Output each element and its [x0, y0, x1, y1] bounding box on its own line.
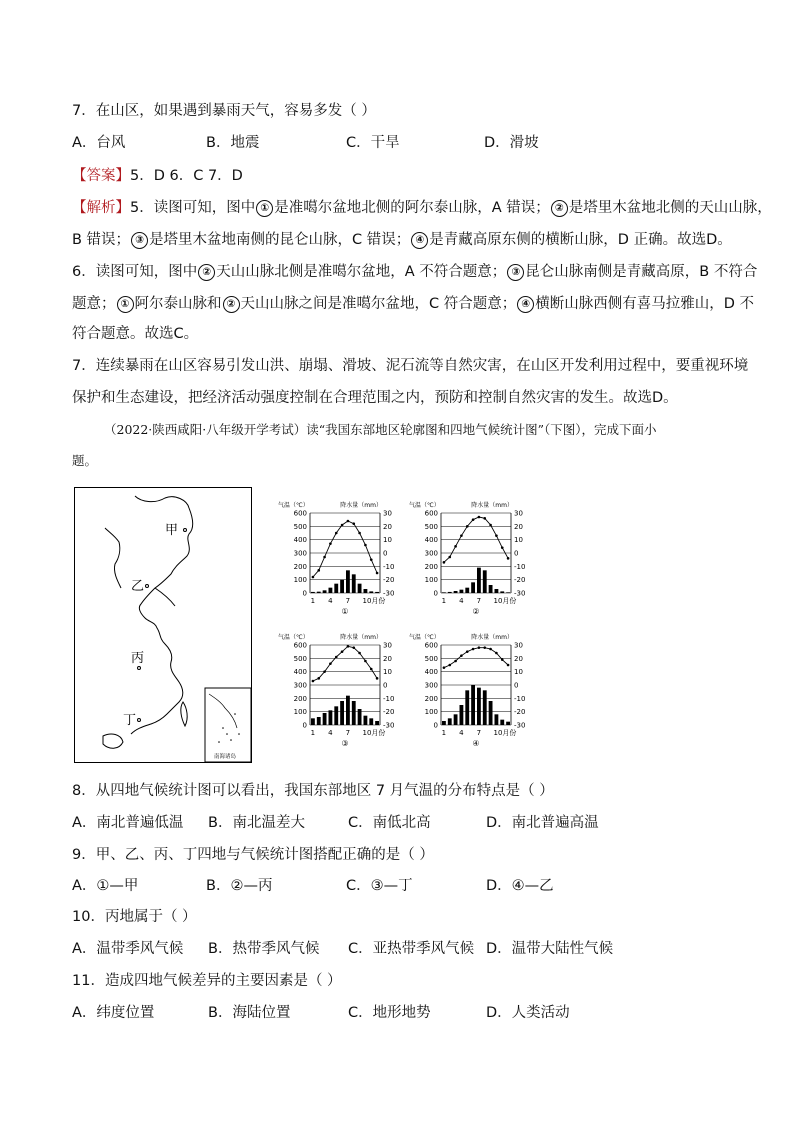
precip-bar: [334, 584, 338, 593]
precip-bar: [340, 580, 344, 593]
y-tick-right: 20: [514, 654, 523, 663]
precip-bar: [495, 714, 499, 725]
temp-point: [489, 648, 492, 651]
question-7-options: [72, 133, 539, 153]
climate-chart-4: [407, 631, 649, 746]
temp-point: [312, 576, 315, 579]
temp-point: [448, 664, 451, 667]
precip-bar: [334, 706, 338, 725]
q8-option-a[interactable]: A．南北普遍低温: [72, 815, 184, 831]
precip-bar: [454, 591, 458, 593]
precip-bar: [329, 710, 333, 725]
y-tick-left: 0: [302, 589, 307, 598]
y-tick-right: 20: [514, 522, 523, 531]
y-tick-left: 200: [293, 694, 307, 703]
x-tick: 4: [459, 729, 464, 737]
y-tick-left: 600: [293, 641, 307, 650]
temp-point: [448, 556, 451, 559]
q11-option-b[interactable]: B．海陆位置: [208, 1005, 291, 1021]
analysis-line-5: 符合题意。故选C。: [72, 326, 199, 342]
y-tick-right: -30: [383, 721, 395, 730]
y-tick-right: -10: [383, 562, 395, 571]
map-label-yi: 乙: [131, 579, 145, 594]
temp-point: [347, 520, 350, 523]
chart-id-label: ③: [341, 739, 349, 746]
q7-option-b[interactable]: B．地震: [206, 135, 260, 151]
circled-number-1: ①: [117, 296, 134, 313]
precip-bar: [317, 592, 321, 593]
q8-option-d[interactable]: D．南北普遍高温: [486, 815, 599, 831]
x-tick: 4: [328, 597, 333, 605]
temp-point: [483, 646, 486, 649]
border-line: [105, 528, 121, 588]
question-11-stem: 11．造成四地气候差异的主要因素是（ ）: [72, 973, 342, 989]
precip-bar: [442, 592, 446, 593]
q7-option-d[interactable]: D．滑坡: [484, 135, 539, 151]
precip-bar: [375, 721, 379, 725]
temp-point: [489, 524, 492, 527]
precip-bar: [352, 701, 356, 725]
axis-title-left: 气温（℃）: [409, 502, 440, 509]
precip-bar: [317, 717, 321, 725]
q10-option-b[interactable]: B．热带季风气候: [208, 941, 320, 957]
chart-id-label: ①: [341, 607, 349, 614]
y-tick-left: 300: [424, 681, 438, 690]
location-dot-bing: [138, 667, 141, 670]
temp-point: [329, 542, 332, 545]
x-tick: 1: [310, 597, 316, 605]
location-dot-ding: [138, 719, 141, 722]
q10-option-c[interactable]: C．亚热带季风气候: [348, 941, 475, 957]
y-tick-left: 500: [424, 522, 438, 531]
precip-bar: [369, 718, 373, 725]
analysis-label: 【解析】: [72, 200, 130, 216]
axis-title-right: 降水量（mm）: [471, 502, 513, 509]
y-tick-right: -20: [514, 576, 526, 585]
temp-line: [313, 521, 377, 577]
question-7-stem: 7．在山区，如果遇到暴雨天气，容易多发（ ）: [72, 103, 376, 119]
precip-bar: [358, 709, 362, 725]
x-tick: 1: [310, 729, 316, 737]
precip-bar: [442, 721, 446, 725]
axis-title-right: 降水量（mm）: [340, 502, 382, 509]
q11-option-d[interactable]: D．人类活动: [486, 1005, 570, 1021]
q10-option-a[interactable]: A．温带季风气候: [72, 941, 184, 957]
temp-point: [460, 534, 463, 537]
location-dot-jia: [184, 529, 187, 532]
y-tick-right: 30: [383, 509, 392, 518]
temp-point: [364, 660, 367, 663]
analysis-line-1: 【解析】5．读图可知，图中 ① 是准噶尔盆地北侧的阿尔泰山脉，A 错误； ② 是塔里木盆地北侧的天山山脉，: [72, 200, 772, 216]
axis-title-left: 气温（℃）: [278, 634, 309, 641]
question-10-stem: 10．丙地属于（ ）: [72, 909, 197, 925]
x-tick: 10月份: [493, 729, 517, 737]
temp-point: [370, 558, 373, 561]
temp-point: [443, 666, 446, 669]
y-tick-right: 0: [514, 549, 519, 558]
axis-title-left: 气温（℃）: [278, 502, 309, 509]
south-china-sea-inset: [205, 688, 251, 762]
temp-point: [472, 518, 475, 521]
axis-title-right: 降水量（mm）: [471, 634, 513, 641]
y-tick-left: 300: [424, 549, 438, 558]
y-tick-right: 20: [383, 522, 392, 531]
map-label-ding: 丁: [123, 713, 137, 728]
y-tick-right: 0: [383, 681, 388, 690]
temp-point: [478, 516, 481, 519]
x-tick: 7: [476, 729, 482, 737]
y-tick-left: 100: [293, 576, 307, 585]
temp-point: [466, 650, 469, 653]
precip-bar: [483, 690, 487, 725]
precip-bar: [477, 568, 481, 593]
y-tick-left: 200: [424, 562, 438, 571]
precip-bar: [448, 718, 452, 725]
intro-line-1: （2022·陕西咸阳·八年级开学考试）读“我国东部地区轮廓图和四地气候统计图”（下图），完成下面小: [104, 422, 657, 437]
temp-point: [335, 532, 338, 535]
intro-line-2: 题。: [72, 453, 98, 468]
precip-bar: [340, 701, 344, 725]
temp-point: [483, 517, 486, 520]
y-tick-right: 30: [383, 641, 392, 650]
y-tick-left: 0: [433, 589, 438, 598]
circled-number-2: ②: [551, 200, 568, 217]
precip-bar: [489, 701, 493, 725]
q11-option-a[interactable]: A．纬度位置: [72, 1005, 155, 1021]
y-tick-left: 500: [293, 654, 307, 663]
y-tick-left: 200: [424, 694, 438, 703]
y-tick-right: -20: [514, 708, 526, 717]
temp-point: [466, 525, 469, 528]
location-dot-yi: [146, 585, 149, 588]
temp-point: [358, 532, 361, 535]
precip-bar: [329, 588, 333, 593]
y-tick-right: -30: [514, 589, 526, 598]
circled-number-1: ①: [256, 200, 273, 217]
y-tick-left: 300: [293, 681, 307, 690]
precip-bar: [471, 685, 475, 725]
circled-number-4: ④: [411, 232, 428, 249]
x-tick: 1: [441, 729, 447, 737]
q9-option-d[interactable]: D．④—乙: [486, 878, 554, 894]
y-tick-right: -10: [514, 562, 526, 571]
q10-option-d[interactable]: D．温带大陆性气候: [486, 941, 614, 957]
temp-point: [352, 522, 355, 525]
temp-point: [335, 656, 338, 659]
y-tick-left: 600: [424, 509, 438, 518]
analysis-line-3: 6．读图可知，图中 ② 天山山脉北侧是准噶尔盆地，A 不符合题意； ③ 昆仑山脉南侧是青藏高原，B 不符合: [72, 264, 758, 280]
precip-bar: [483, 570, 487, 593]
y-tick-right: 30: [514, 509, 523, 518]
axis-title-left: 气温（℃）: [409, 634, 440, 641]
question-9-options: [72, 876, 554, 896]
circled-number-2: ②: [223, 296, 240, 313]
q9-option-a[interactable]: A．①—甲: [72, 878, 139, 894]
q8-option-c[interactable]: C．南低北高: [348, 815, 431, 831]
x-tick: 7: [345, 729, 351, 737]
temp-line: [444, 648, 508, 668]
y-tick-right: -30: [514, 721, 526, 730]
question-8-options: [72, 813, 599, 833]
y-tick-right: 10: [514, 536, 523, 545]
circled-number-4: ④: [517, 296, 534, 313]
axis-title-right: 降水量（mm）: [340, 634, 382, 641]
precip-bar: [311, 592, 315, 593]
precip-bar: [477, 688, 481, 725]
q11-option-c[interactable]: C．地形地势: [348, 1005, 431, 1021]
y-tick-left: 500: [293, 522, 307, 531]
y-tick-left: 100: [424, 708, 438, 717]
y-tick-left: 200: [293, 562, 307, 571]
y-tick-right: -20: [383, 708, 395, 717]
answer-text: 5．D 6．C 7．D: [130, 168, 243, 184]
temp-point: [443, 561, 446, 564]
circled-number-3: ③: [131, 232, 148, 249]
q9-option-c[interactable]: C．③—丁: [346, 878, 413, 894]
y-tick-right: 10: [514, 668, 523, 677]
temp-point: [507, 557, 510, 560]
precip-bar: [495, 589, 499, 593]
temp-point: [495, 534, 498, 537]
analysis-line-2: B 错误； ③ 是塔里木盆地南侧的昆仑山脉，C 错误； ④ 是青藏高原东侧的横断山脉，D 正确。故选D。: [72, 232, 732, 248]
analysis-line-6: 7．连续暴雨在山区容易引发山洪、崩塌、滑坡、泥石流等自然灾害，在山区开发利用过程中，要重视环境: [72, 358, 749, 374]
precip-bar: [375, 592, 379, 593]
temp-point: [460, 654, 463, 657]
x-tick: 1: [441, 597, 447, 605]
chart-id-label: ④: [472, 739, 480, 746]
precip-bar: [465, 588, 469, 593]
temp-point: [323, 670, 326, 673]
coastline: [131, 496, 193, 734]
temp-point: [317, 569, 320, 572]
taiwan: [181, 702, 187, 726]
y-tick-left: 600: [293, 509, 307, 518]
y-tick-right: 10: [383, 536, 392, 545]
precip-bar: [489, 585, 493, 593]
precip-bar: [460, 705, 464, 725]
q8-option-b[interactable]: B．南北温差大: [208, 815, 305, 831]
precip-bar: [364, 589, 368, 593]
answer-line: [72, 166, 243, 186]
precip-bar: [506, 722, 510, 725]
question-9-stem: 9．甲、乙、丙、丁四地与气候统计图搭配正确的是（ ）: [72, 847, 434, 863]
temp-point: [472, 648, 475, 651]
precip-bar: [506, 592, 510, 593]
x-tick: 10月份: [493, 597, 517, 605]
y-tick-right: -30: [383, 589, 395, 598]
y-tick-right: 0: [383, 549, 388, 558]
precip-bar: [311, 718, 315, 725]
precip-bar: [369, 591, 373, 593]
question-11-options: [72, 1003, 570, 1023]
y-tick-right: 20: [383, 654, 392, 663]
x-tick: 10月份: [362, 729, 386, 737]
y-tick-left: 100: [424, 576, 438, 585]
x-tick: 10月份: [362, 597, 386, 605]
y-tick-right: -20: [383, 576, 395, 585]
temp-point: [347, 645, 350, 648]
x-tick: 7: [345, 597, 351, 605]
question-8-stem: 8．从四地气候统计图可以看出，我国东部地区 7 月气温的分布特点是（ ）: [72, 783, 554, 799]
x-tick: 4: [459, 597, 464, 605]
temp-point: [329, 662, 332, 665]
temp-point: [370, 668, 373, 671]
temp-point: [352, 646, 355, 649]
precip-bar: [460, 590, 464, 593]
temp-line: [313, 646, 377, 681]
map-label-jia: 甲: [165, 523, 179, 538]
y-tick-left: 100: [293, 708, 307, 717]
y-tick-right: -10: [383, 694, 395, 703]
precip-bar: [323, 590, 327, 593]
temp-point: [495, 652, 498, 655]
y-tick-right: 30: [514, 641, 523, 650]
inset-label: 南海诸岛: [213, 754, 237, 760]
analysis-line-7: 保护和生态建设，把经济活动强度控制在合理范围之内，预防和控制自然灾害的发生。故选D。: [72, 390, 678, 406]
y-tick-right: -10: [514, 694, 526, 703]
y-tick-right: 0: [514, 681, 519, 690]
x-tick: 4: [328, 729, 333, 737]
peninsula: [155, 588, 175, 606]
q7-option-a[interactable]: A．台风: [72, 135, 126, 151]
precip-bar: [448, 592, 452, 593]
circled-number-3: ③: [507, 264, 524, 281]
temp-point: [364, 544, 367, 547]
climate-chart-2: [407, 499, 649, 614]
y-tick-left: 0: [433, 721, 438, 730]
chart-id-label: ②: [472, 607, 480, 614]
precip-bar: [346, 696, 350, 725]
q9-option-b[interactable]: B．②—丙: [206, 878, 273, 894]
y-tick-left: 0: [302, 721, 307, 730]
temp-point: [312, 680, 315, 683]
y-tick-left: 400: [424, 536, 438, 545]
analysis-line-4: 题意； ① 阿尔泰山脉和 ② 天山山脉之间是准噶尔盆地，C 符合题意； ④ 横断山脉西侧有喜马拉雅山，D 不: [72, 296, 755, 312]
temp-point: [478, 646, 481, 649]
temp-point: [501, 658, 504, 661]
temp-point: [501, 546, 504, 549]
x-tick: 7: [476, 597, 482, 605]
temp-point: [323, 556, 326, 559]
precip-bar: [358, 584, 362, 593]
map-label-bing: 丙: [131, 651, 145, 666]
temp-point: [341, 524, 344, 527]
y-tick-left: 400: [293, 668, 307, 677]
precip-bar: [346, 570, 350, 593]
precip-bar: [465, 690, 469, 725]
hainan: [103, 734, 123, 748]
temp-point: [507, 664, 510, 667]
temp-point: [376, 572, 379, 575]
question-10-options: [72, 939, 613, 959]
y-tick-left: 300: [293, 549, 307, 558]
temp-point: [454, 545, 457, 548]
y-tick-left: 400: [424, 668, 438, 677]
precip-bar: [454, 714, 458, 725]
eastern-china-outline-map: [74, 487, 252, 763]
circled-number-2: ②: [198, 264, 215, 281]
precip-bar: [471, 582, 475, 593]
temp-point: [376, 677, 379, 680]
precip-bar: [352, 574, 356, 593]
temp-point: [341, 650, 344, 653]
y-tick-left: 600: [424, 641, 438, 650]
y-tick-left: 400: [293, 536, 307, 545]
precip-bar: [323, 713, 327, 725]
precip-bar: [500, 591, 504, 593]
temp-point: [454, 660, 457, 663]
q7-option-c[interactable]: C．干旱: [346, 135, 400, 151]
precip-bar: [364, 716, 368, 725]
temp-point: [317, 677, 320, 680]
y-tick-left: 500: [424, 654, 438, 663]
answer-label: 【答案】: [72, 168, 130, 184]
temp-point: [358, 652, 361, 655]
precip-bar: [500, 720, 504, 725]
y-tick-right: 10: [383, 668, 392, 677]
